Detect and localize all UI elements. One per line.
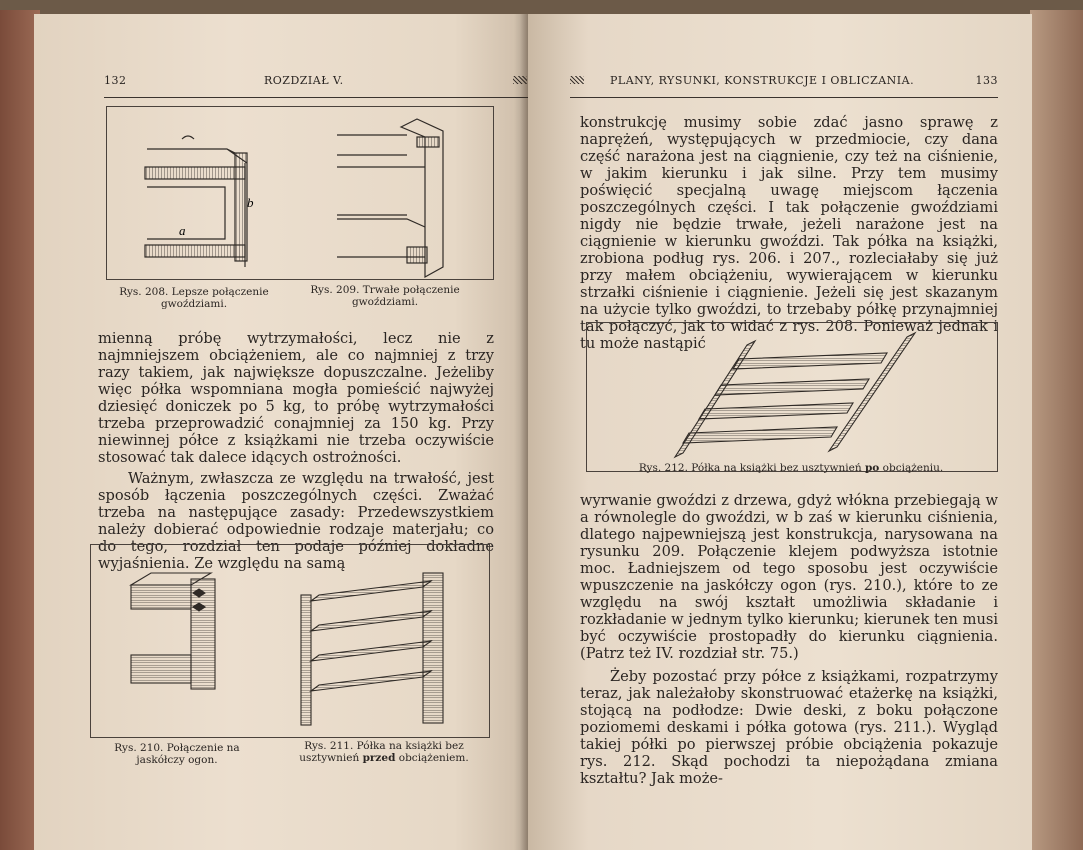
caption-fig-212-post: obciążeniu. <box>882 462 944 474</box>
fig-211-drawing <box>301 573 443 725</box>
label-a: a <box>179 223 186 238</box>
right-page-header <box>570 74 998 94</box>
caption-fig-211 <box>274 740 494 764</box>
right-body-text-bottom <box>580 492 998 787</box>
right-paragraph-2: wyrwanie gwoździ z drzewa, gdyż włókna przebiegają w a równolegle do gwoździ, w b zaś w kierunku ciśnienia, dlatego najpewniejszą jest konstrukcja, narysowana na rysunku 209. Połączenie klejem podwyższa istotnie moc. Ładniejszem od tego sposobu jest oczywiście wpuszczenie na jaskółczy ogon (rys. 210.), które to ze względu na swój kształt umożliwia składanie i rozkładanie w jednym tylko kierunku; kierunek ten musi być oczywiście prostopadły do kierunku ciągnienia. (Patrz też IV. rozdział str. 75.) <box>580 492 998 662</box>
caption-fig-212-bold: po <box>864 462 880 474</box>
header-ornament <box>570 76 584 84</box>
chapter-title: ROZDZIAŁ V. <box>264 74 344 87</box>
right-paragraph-1: konstrukcję musimy sobie zdać jasno sprawę z naprężeń, występujących w przedmiocie, czy dana część narażona jest na ciągnienie, czy też na ciśnienie, w jakim kierunku i jak silne. Przy tem musimy poświęcić specjalną uwagę miejscom łączenia poszczególnych części. I tak połączenie gwoździami nigdy nie będzie trwałe, jeżeli narażone jest na ciągnienie w kierunku gwoździ. Tak półka na książki, zrobiona podług rys. 206. i 207., rozleciałaby się już przy małem obciążeniu, wywierającem w kierunku strzałki ciśnienie i ciągnienie. Jeżeli się jest skazanym na użycie tylko gwoździ, to trzebaby półkę przynajmniej tak połączyć, jak to widać z rys. 208. Ponieważ jednak i tu może nastąpić <box>580 114 998 352</box>
caption-fig-210: Rys. 210. Połączenie na jaskółczy ogon. <box>114 742 240 766</box>
figure-212 <box>586 322 998 472</box>
caption-fig-212 <box>586 462 996 474</box>
header-rule <box>570 97 998 98</box>
figure-210-211-drawing <box>91 545 489 737</box>
left-page <box>34 14 528 850</box>
figure-210-211 <box>90 544 490 738</box>
left-body-text <box>98 330 494 572</box>
caption-fig-211-bold: przed <box>362 752 396 764</box>
right-page <box>528 14 1032 850</box>
fig-210-drawing <box>131 573 215 689</box>
figure-208-209-drawing <box>107 107 493 279</box>
left-paragraph-1: mienną próbę wytrzymałości, lecz nie z najmniejszem obciążeniem, ale co najmniej z trzy razy takiem, jak największe dopuszczalne. Jeżeliby więc półka wspomniana mogła pomieścić najwyżej dziesięć doniczek po 5 kg, to próbę wytrzymałości trzeba przeprowadzić conajmniej za 150 kg. Przy niewinnej półce z książkami nie trzeba oczywiście stosować tak dalece idących ostrożności. <box>98 330 494 466</box>
left-page-header <box>104 74 528 94</box>
running-title: PLANY, RYSUNKI, KONSTRUKCJE I OBLICZANIA. <box>610 74 915 87</box>
caption-fig-211-pre: Rys. 211. Półka na książki bez usztywnień <box>299 740 464 764</box>
fig-208-drawing <box>145 136 247 267</box>
caption-fig-211-post: obciążeniem. <box>398 752 469 764</box>
book-cover-right <box>1030 10 1083 850</box>
caption-fig-209: Rys. 209. Trwałe połączenie gwoździami. <box>310 284 460 308</box>
label-b: b <box>247 195 254 210</box>
right-paragraph-3: Żeby pozostać przy półce z książkami, rozpatrzymy teraz, jak należałoby skonstruować etażerkę na książki, stojącą na podłodze: Dwie deski, z boku połączone poziomemi deskami i półka gotowa (rys. 211.). Wygląd takiej półki po pierwszej próbie obciążenia pokazuje rys. 212. Skąd pochodzi ta niepożądana zmiana kształtu? Jak może- <box>580 668 998 787</box>
fig-209-drawing <box>337 119 443 277</box>
right-body-text-top <box>580 114 998 352</box>
caption-fig-208: Rys. 208. Lepsze połączenie gwoździami. <box>119 286 269 310</box>
page-number: 133 <box>975 74 998 87</box>
left-paragraph-2: Ważnym, zwłaszcza ze względu na trwałość, jest sposób łączenia poszczególnych części. Zważać trzeba na następujące zasady: Przedewszystkiem należy dobierać odpowiednie rodzaje materjału; co do tego, rozdział ten podaje później dokładne wyjaśnienia. Ze względu na samą <box>98 470 494 572</box>
page-number: 132 <box>104 74 127 87</box>
header-rule <box>104 97 528 98</box>
caption-fig-212-pre: Rys. 212. Półka na książki bez usztywnień <box>638 462 862 474</box>
figure-208-209 <box>106 106 494 280</box>
figure-212-drawing <box>587 323 997 471</box>
